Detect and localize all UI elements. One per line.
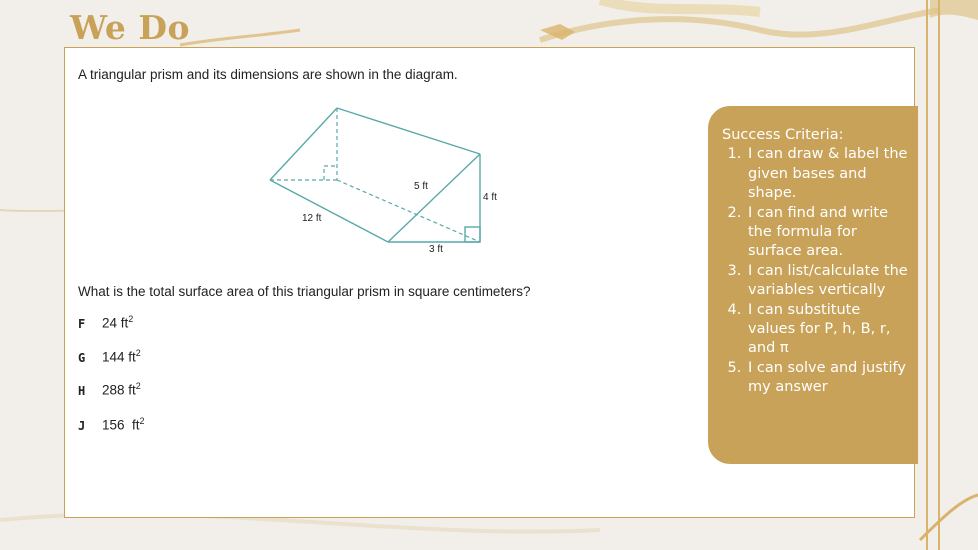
success-criteria-list <box>718 145 908 397</box>
option-j[interactable] <box>78 416 145 433</box>
option-exponent: 2 <box>135 348 141 358</box>
question-prompt: A triangular prism and its dimensions are shown in the diagram. <box>78 67 458 82</box>
option-value: 24 ft <box>102 315 129 331</box>
option-exponent: 2 <box>128 314 134 324</box>
label-base: 3 ft <box>429 244 443 255</box>
option-g[interactable] <box>78 348 141 365</box>
option-exponent: 2 <box>135 381 141 391</box>
prism-diagram <box>260 98 490 248</box>
criteria-item: 4. I can substitute values for P, h, B, r, and π <box>746 301 908 359</box>
label-length: 12 ft <box>302 213 322 224</box>
label-slant: 5 ft <box>414 181 428 192</box>
success-criteria-box <box>708 106 918 464</box>
slide-title: We Do <box>70 8 190 47</box>
gold-rule-right <box>938 0 940 550</box>
option-letter: H <box>78 383 86 398</box>
criteria-item: 5. I can solve and justify my answer <box>746 359 908 398</box>
option-letter: F <box>78 316 86 331</box>
option-value: 288 ft <box>102 382 136 398</box>
option-exponent: 2 <box>139 416 145 426</box>
question-ask: What is the total surface area of this triangular prism in square centimeters? <box>78 284 531 299</box>
option-letter: G <box>78 350 86 365</box>
option-letter: J <box>78 418 86 433</box>
criteria-item: 2. I can find and write the formula for surface area. <box>746 204 908 262</box>
option-f[interactable] <box>78 314 133 331</box>
option-value: 144 ft <box>102 349 136 365</box>
option-value: 156 ft <box>102 417 140 433</box>
gold-rule-left <box>926 0 928 550</box>
label-height: 4 ft <box>483 192 497 203</box>
option-h[interactable] <box>78 381 141 398</box>
success-criteria-title: Success Criteria: <box>722 127 844 143</box>
criteria-item: 3. I can list/calculate the variables vertically <box>746 262 908 301</box>
criteria-item: 1. I can draw & label the given bases and shape. <box>746 145 908 203</box>
